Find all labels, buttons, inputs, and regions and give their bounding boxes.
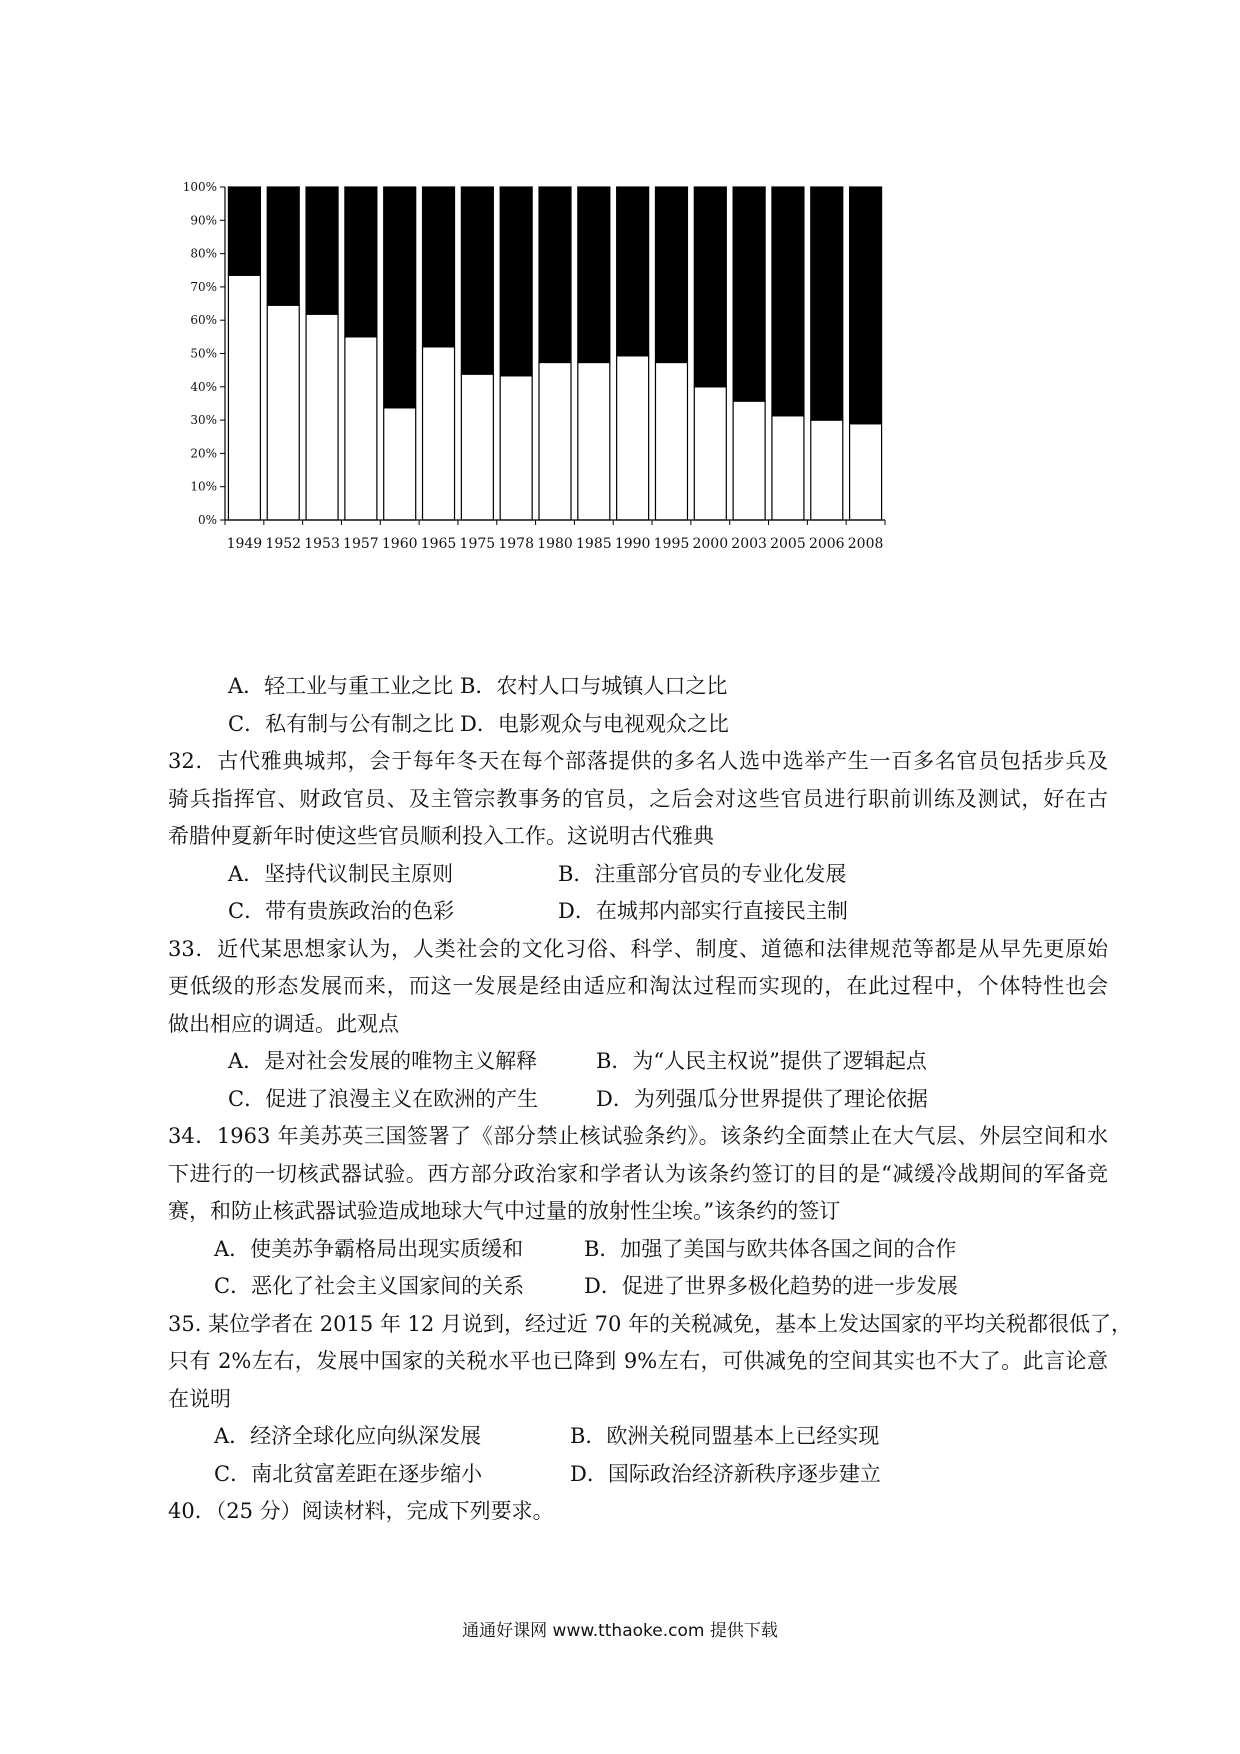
bar-2003-segment-0 — [733, 401, 765, 520]
q34-text-line3: 赛，和防止核武器试验造成地球大气中过量的放射性尘埃。”该条约的签订 — [168, 1199, 841, 1223]
bar-2008-segment-0 — [850, 424, 882, 520]
x-tick-label: 1975 — [459, 536, 496, 552]
bar-1995-segment-0 — [655, 362, 687, 520]
bar-1952-segment-0 — [267, 305, 299, 520]
x-tick-label: 2000 — [692, 536, 729, 552]
q33-option-d[interactable]: D．为列强瓜分世界提供了理论依据 — [596, 1086, 928, 1111]
question-content — [168, 668, 1133, 1531]
x-axis — [225, 520, 885, 552]
q35-text-line2: 只有 2%左右，发展中国家的关税水平也已降到 9%左右，可供减免的空间其实也不大了。此言论意 — [168, 1349, 1108, 1373]
q32-text-line2: 骑兵指挥官、财政官员、及主管宗教事务的官员，之后会对这些官员进行职前训练及测试，好在古 — [168, 786, 1108, 811]
y-tick-label: 20% — [190, 446, 217, 461]
stacked-bar-chart — [165, 175, 895, 565]
bars-group — [228, 187, 881, 520]
q31-options-row1 — [168, 668, 1108, 706]
bar-1975-segment-1 — [461, 187, 493, 374]
bar-1980-segment-0 — [539, 362, 571, 520]
y-tick-label: 60% — [190, 313, 217, 328]
bar-2005-segment-0 — [772, 416, 804, 520]
bar-2003-segment-1 — [733, 187, 765, 401]
q31-option-b[interactable]: B．农村人口与城镇人口之比 — [460, 674, 728, 698]
q32-option-b[interactable]: B．注重部分官员的专业化发展 — [558, 861, 847, 886]
bar-1957-segment-1 — [345, 187, 377, 337]
bar-1949-segment-1 — [228, 187, 260, 275]
x-tick-label: 1978 — [498, 536, 534, 552]
bar-1985-segment-0 — [578, 362, 610, 520]
q35-text-line3: 在说明 — [168, 1386, 231, 1411]
q31-option-a[interactable]: A．轻工业与重工业之比 — [228, 674, 454, 698]
bar-1978-segment-1 — [500, 187, 532, 376]
q35-option-c[interactable]: C．南北贫富差距在逐步缩小 — [214, 1461, 483, 1486]
x-tick-label: 1960 — [381, 536, 418, 552]
x-tick-label: 1985 — [576, 536, 612, 552]
q35-text-line1: 35. 某位学者在 2015 年 12 月说到，经过近 70 年的关税减免，基本上发达国家的平均关税都很低了， — [168, 1311, 1133, 1336]
bar-1953-segment-0 — [306, 314, 338, 520]
q33-option-a[interactable]: A．是对社会发展的唯物主义解释 — [228, 1049, 538, 1073]
x-tick-label: 2005 — [770, 536, 806, 552]
q33-option-b[interactable]: B．为“人民主权说”提供了逻辑起点 — [596, 1049, 927, 1073]
q34-text-line2: 下进行的一切核武器试验。西方部分政治家和学者认为该条约签订的目的是“减缓冷战期间的军备竞 — [168, 1161, 1108, 1186]
q35-option-d[interactable]: D．国际政治经济新秩序逐步建立 — [570, 1461, 881, 1486]
x-tick-label: 2006 — [808, 536, 845, 552]
q34-options-row1 — [168, 1231, 1108, 1269]
q31-option-c[interactable]: C．私有制与公有制之比 — [228, 711, 455, 736]
bar-2000-segment-0 — [694, 387, 726, 520]
x-tick-label: 1980 — [537, 536, 573, 552]
q32-option-c[interactable]: C．带有贵族政治的色彩 — [228, 899, 455, 923]
q31-options-row2 — [168, 706, 1108, 744]
x-tick-label: 1953 — [304, 536, 340, 552]
q34-option-c[interactable]: C．恶化了社会主义国家间的关系 — [214, 1274, 525, 1298]
y-tick-label: 0% — [197, 513, 217, 527]
q35-options-row1 — [168, 1418, 1108, 1456]
q32-options-row1 — [168, 856, 1108, 894]
bar-1949-segment-0 — [228, 275, 260, 520]
bar-1978-segment-0 — [500, 376, 532, 520]
x-tick-label: 2008 — [847, 536, 884, 552]
q34-option-b[interactable]: B．加强了美国与欧共体各国之间的合作 — [584, 1236, 957, 1261]
q35-option-a[interactable]: A．经济全球化应向纵深发展 — [214, 1424, 482, 1448]
q33-text-line3: 做出相应的调适。此观点 — [168, 1011, 399, 1036]
bar-1960-segment-1 — [384, 187, 416, 408]
q33-text-line2: 更低级的形态发展而来，而这一发展是经由适应和淘汰过程而实现的，在此过程中，个体特性也会 — [168, 974, 1108, 998]
y-axis — [183, 180, 225, 527]
page-footer: 通通好课网 www.tthaoke.com 提供下载 — [462, 1621, 778, 1641]
bar-2006-segment-0 — [811, 420, 843, 520]
x-tick-label: 2003 — [731, 536, 767, 552]
x-tick-label: 1965 — [420, 536, 457, 552]
q34-text-line1: 34．1963 年美苏英三国签署了《部分禁止核试验条约》。该条约全面禁止在大气层、外层空间和水 — [168, 1124, 1108, 1148]
q32-option-a[interactable]: A．坚持代议制民主原则 — [228, 861, 454, 886]
y-tick-label: 50% — [190, 346, 217, 361]
q35-options-row2 — [168, 1456, 1108, 1494]
x-tick-label: 1995 — [653, 536, 690, 552]
q34-option-a[interactable]: A．使美苏争霸格局出现实质缓和 — [214, 1236, 524, 1261]
q33-text-line1: 33．近代某思想家认为，人类社会的文化习俗、科学、制度、道德和法律规范等都是从早先更原始 — [168, 936, 1108, 961]
bar-1985-segment-1 — [578, 187, 610, 362]
x-tick-label: 1957 — [343, 536, 379, 552]
bar-2006-segment-1 — [811, 187, 843, 420]
y-tick-label: 30% — [190, 413, 217, 428]
bar-1957-segment-0 — [345, 337, 377, 520]
bar-1990-segment-1 — [617, 187, 649, 356]
bar-1980-segment-1 — [539, 187, 571, 362]
y-tick-label: 100% — [182, 180, 217, 194]
q40-heading: 40．（25 分）阅读材料，完成下列要求。 — [168, 1499, 554, 1523]
q32-options-row2 — [168, 893, 1108, 931]
bar-1952-segment-1 — [267, 187, 299, 305]
bar-1965-segment-1 — [423, 187, 455, 347]
q32-option-d[interactable]: D．在城邦内部实行直接民主制 — [558, 899, 848, 923]
y-tick-label: 90% — [190, 213, 217, 228]
x-tick-label: 1990 — [614, 536, 651, 552]
y-tick-label: 10% — [190, 479, 217, 494]
y-tick-label: 80% — [190, 246, 217, 261]
q33-option-c[interactable]: C．促进了浪漫主义在欧洲的产生 — [228, 1086, 539, 1111]
q35-option-b[interactable]: B．欧洲关税同盟基本上已经实现 — [570, 1424, 880, 1448]
y-tick-label: 40% — [190, 379, 217, 394]
q32-text-line3: 希腊仲夏新年时使这些官员顺利投入工作。这说明古代雅典 — [168, 824, 714, 848]
bar-1960-segment-0 — [384, 408, 416, 520]
bar-1995-segment-1 — [655, 187, 687, 362]
bar-2005-segment-1 — [772, 187, 804, 416]
q32-text-line1: 32．古代雅典城邦，会于每年冬天在每个部落提供的多名人选中选举产生一百多名官员包括步兵及 — [168, 749, 1108, 773]
q33-options-row1 — [168, 1043, 1108, 1081]
bar-1975-segment-0 — [461, 374, 493, 520]
x-tick-label: 1952 — [265, 536, 302, 552]
x-tick-label: 1949 — [226, 536, 263, 552]
bar-2008-segment-1 — [850, 187, 882, 424]
q34-options-row2 — [168, 1268, 1108, 1306]
bar-1953-segment-1 — [306, 187, 338, 314]
y-tick-label: 70% — [190, 279, 217, 294]
q34-option-d[interactable]: D．促进了世界多极化趋势的进一步发展 — [584, 1274, 958, 1298]
bar-1965-segment-0 — [423, 347, 455, 520]
q33-options-row2 — [168, 1081, 1108, 1119]
q31-option-d[interactable]: D．电影观众与电视观众之比 — [460, 711, 729, 736]
bar-2000-segment-1 — [694, 187, 726, 387]
bar-1990-segment-0 — [617, 356, 649, 520]
